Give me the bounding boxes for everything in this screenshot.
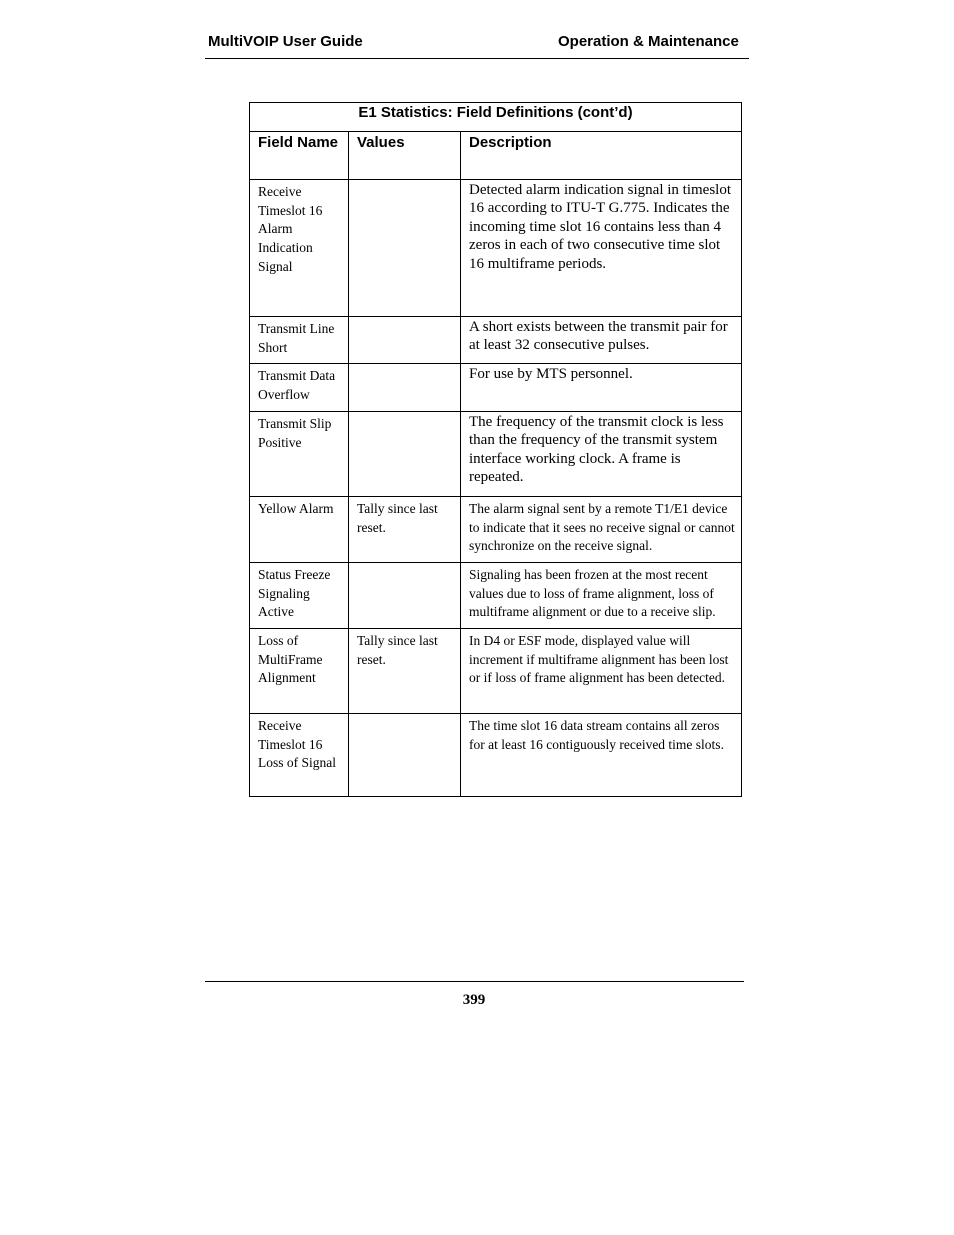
running-header-title: MultiVOIP User Guide (208, 33, 363, 50)
column-header-row (250, 132, 742, 180)
table-row (250, 629, 742, 714)
field-name-cell: Receive Timeslot 16 Alarm Indication Signal (250, 180, 349, 317)
table-title: E1 Statistics: Field Definitions (cont’d) (250, 103, 742, 132)
values-cell: Tally since last reset. (349, 629, 461, 714)
description-cell: The alarm signal sent by a remote T1/E1 device to indicate that it sees no receive signal or cannot synchronize on the receive signal. (461, 497, 742, 563)
description-cell: Detected alarm indication signal in timeslot 16 according to ITU-T G.775. Indicates the incoming time slot 16 contains less than 4 zeros in each of two consecutive time slot 16 multiframe periods. (461, 180, 742, 317)
description-cell: A short exists between the transmit pair for at least 32 consecutive pulses. (461, 317, 742, 364)
table-row (250, 180, 742, 317)
footer-rule (205, 981, 744, 982)
field-name-cell: Transmit Slip Positive (250, 412, 349, 497)
running-header-section: Operation & Maintenance (558, 33, 739, 50)
page-number: 399 (462, 992, 486, 1008)
field-name-cell: Transmit Line Short (250, 317, 349, 364)
field-name-cell: Receive Timeslot 16 Loss of Signal (250, 714, 349, 797)
description-cell: The frequency of the transmit clock is less than the frequency of the transmit system interface working clock. A frame is repeated. (461, 412, 742, 497)
table-row (250, 563, 742, 629)
description-cell: For use by MTS personnel. (461, 364, 742, 412)
description-cell: Signaling has been frozen at the most recent values due to loss of frame alignment, loss of multiframe alignment or due to a receive slip. (461, 563, 742, 629)
header-rule (205, 58, 749, 59)
field-name-cell: Status Freeze Signaling Active (250, 563, 349, 629)
field-definitions-table (249, 102, 742, 797)
column-header-field-name: Field Name (250, 132, 349, 180)
values-cell (349, 317, 461, 364)
values-cell: Tally since last reset. (349, 497, 461, 563)
table-title-row (250, 103, 742, 132)
table-row (250, 412, 742, 497)
field-name-cell: Yellow Alarm (250, 497, 349, 563)
values-cell (349, 563, 461, 629)
field-name-cell: Transmit Data Overflow (250, 364, 349, 412)
table-row (250, 714, 742, 797)
description-cell: The time slot 16 data stream contains all zeros for at least 16 contiguously received time slots. (461, 714, 742, 797)
values-cell (349, 180, 461, 317)
table-row (250, 317, 742, 364)
values-cell (349, 364, 461, 412)
column-header-description: Description (461, 132, 742, 180)
description-cell: In D4 or ESF mode, displayed value will increment if multiframe alignment has been lost or if loss of frame alignment has been detected. (461, 629, 742, 714)
table-row (250, 497, 742, 563)
field-name-cell: Loss of MultiFrame Alignment (250, 629, 349, 714)
table-row (250, 364, 742, 412)
column-header-values: Values (349, 132, 461, 180)
values-cell (349, 412, 461, 497)
values-cell (349, 714, 461, 797)
